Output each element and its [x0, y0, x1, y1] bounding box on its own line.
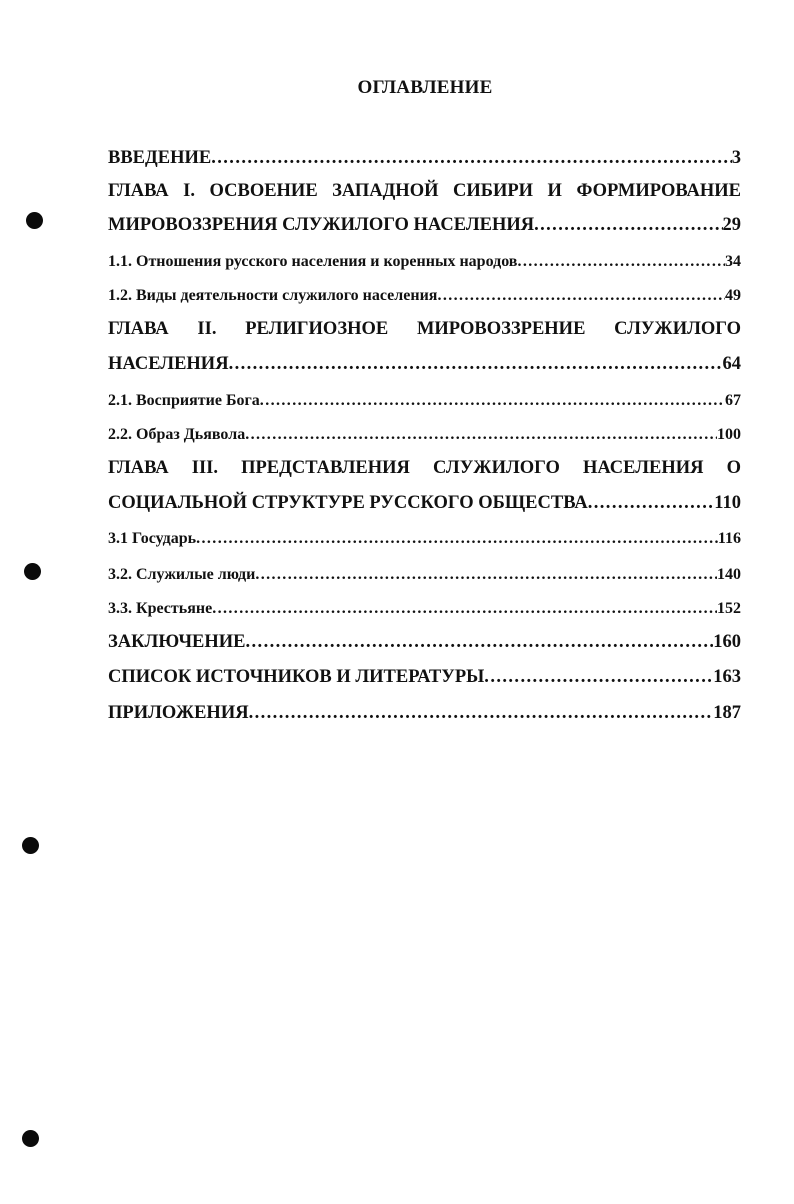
toc-entry-label-line2: СОЦИАЛЬНОЙ СТРУКТУРЕ РУССКОГО ОБЩЕСТВА [108, 493, 588, 513]
toc-entry-page: 110 [714, 493, 741, 513]
dot-leader [196, 530, 718, 548]
dot-leader [249, 703, 714, 724]
toc-entry-label: ЗАКЛЮЧЕНИЕ [108, 632, 246, 652]
toc-entry-label: 3.3. Крестьяне [108, 600, 213, 617]
toc-entry-label-line1: ГЛАВА I. ОСВОЕНИЕ ЗАПАДНОЙ СИБИРИ И ФОРМИРОВАНИЕ [108, 181, 741, 201]
toc-entry-label-line2: МИРОВОЗЗРЕНИЯ СЛУЖИЛОГО НАСЕЛЕНИЯ [108, 215, 535, 235]
toc-entry-label-line1: ГЛАВА II. РЕЛИГИОЗНОЕ МИРОВОЗЗРЕНИЕ СЛУЖИЛОГО [108, 319, 741, 339]
dot-leader [212, 600, 717, 618]
toc-entry-page: 34 [725, 253, 741, 270]
toc-entry-page: 116 [717, 530, 741, 547]
dot-leader [211, 148, 732, 169]
toc-entry-label: ПРИЛОЖЕНИЯ [108, 703, 249, 723]
dot-leader [588, 493, 715, 514]
toc-entry-page: 29 [722, 215, 741, 235]
toc-entry-label: СПИСОК ИСТОЧНИКОВ И ЛИТЕРАТУРЫ [108, 667, 485, 687]
toc-entry-section-2-2 [108, 426, 741, 444]
toc-entry-label: 3.1 Государь [108, 530, 197, 547]
toc-entry-section-1-2 [108, 287, 741, 305]
toc-entry-chapter-1 [108, 181, 741, 202]
toc-entry-page: 3 [731, 148, 741, 168]
dot-leader [484, 667, 713, 688]
toc-entry-chapter-2-cont [108, 354, 741, 375]
toc-entry-section-3-1 [108, 530, 741, 548]
dot-leader [534, 215, 722, 236]
toc-entry-page: 67 [725, 392, 741, 409]
toc-entry-label: 1.1. Отношения русского населения и коренных народов [108, 253, 518, 270]
punch-hole-2 [24, 563, 41, 580]
toc-entry-chapter-2 [108, 319, 741, 340]
toc-entry-page: 163 [713, 667, 741, 687]
toc-entry-page: 140 [717, 566, 741, 583]
toc-entry-sources [108, 667, 741, 688]
punch-hole-1 [26, 212, 43, 229]
toc-entry-label: 3.2. Служилые люди [108, 566, 256, 583]
dot-leader [245, 426, 717, 444]
toc-entry-appendix [108, 703, 741, 724]
page-title: ОГЛАВЛЕНИЕ [357, 77, 493, 98]
punch-hole-3 [22, 837, 39, 854]
toc-entry-intro [108, 148, 741, 169]
toc-entry-label: 1.2. Виды деятельности служилого населения [108, 287, 438, 304]
dot-leader [255, 566, 717, 584]
toc-entry-section-3-3 [108, 600, 741, 618]
toc-entry-label-line2: НАСЕЛЕНИЯ [108, 354, 229, 374]
toc-entry-page: 187 [713, 703, 741, 723]
toc-entry-page: 160 [713, 632, 741, 652]
dot-leader [246, 632, 714, 653]
toc-entry-section-3-2 [108, 566, 741, 584]
toc-entry-label: 2.2. Образ Дьявола [108, 426, 246, 443]
dot-leader [229, 354, 723, 375]
toc-entry-chapter-3 [108, 458, 741, 479]
toc-entry-label: 2.1. Восприятие Бога [108, 392, 260, 409]
dot-leader [260, 392, 725, 410]
toc-entry-page: 100 [717, 426, 741, 443]
toc-entry-chapter-1-cont [108, 215, 741, 236]
toc-entry-page: 152 [717, 600, 741, 617]
dot-leader [437, 287, 725, 305]
toc-entry-conclusion [108, 632, 741, 653]
toc-entry-chapter-3-cont [108, 493, 741, 514]
toc-entry-label: ВВЕДЕНИЕ [108, 148, 212, 168]
punch-hole-4 [22, 1130, 39, 1147]
toc-entry-section-2-1 [108, 392, 741, 410]
dot-leader [517, 253, 725, 271]
toc-entry-page: 49 [725, 287, 741, 304]
toc-entry-label-line1: ГЛАВА III. ПРЕДСТАВЛЕНИЯ СЛУЖИЛОГО НАСЕЛЕНИЯ О [108, 458, 741, 478]
toc-entry-page: 64 [722, 354, 741, 374]
toc-entry-section-1-1 [108, 253, 741, 271]
